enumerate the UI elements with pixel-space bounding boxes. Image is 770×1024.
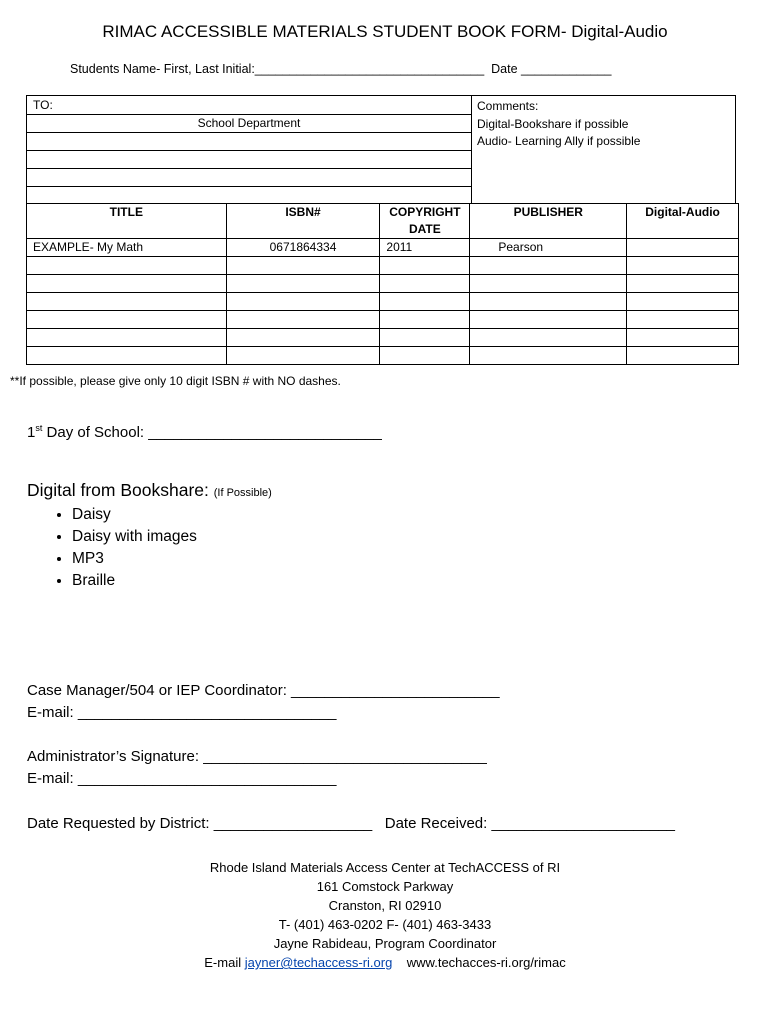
header-digital-audio: Digital-Audio [627,204,739,239]
table-cell[interactable] [226,257,380,275]
table-cell[interactable] [27,311,227,329]
to-line [27,114,471,115]
comments-section [477,98,640,151]
format-item-mp3[interactable]: • MP3 [72,548,197,570]
footer-website: www.techacces-ri.org/rimac [406,955,566,970]
table-cell[interactable] [470,311,627,329]
example-format-cell[interactable] [627,239,739,257]
table-row [27,257,739,275]
table-row [27,311,739,329]
footer-email-prefix: E-mail [204,955,242,970]
table-cell[interactable] [380,257,470,275]
example-date-cell[interactable]: 2011 [380,239,470,257]
to-line [27,186,471,187]
to-label: TO: [33,98,53,112]
example-isbn-cell[interactable]: 0671864334 [226,239,380,257]
header-title: TITLE [27,204,227,239]
table-cell[interactable] [627,347,739,365]
first-day-of-school-line[interactable] [27,423,382,441]
footer-coordinator: Jayne Rabideau, Program Coordinator [273,936,497,951]
table-row [27,239,739,257]
table-cell[interactable] [627,311,739,329]
digital-if-possible-note: (If Possible) [213,487,272,499]
first-day-text: Day of School: ____________________________ [42,424,382,441]
table-row [27,347,739,365]
digital-heading: Digital from Bookshare: [27,480,209,500]
table-cell[interactable] [27,329,227,347]
footer-phone: T- (401) 463-0202 F- (401) 463-3433 [278,917,492,932]
table-cell[interactable] [470,293,627,311]
header-publisher: PUBLISHER [470,204,627,239]
table-cell[interactable] [380,311,470,329]
table-row [27,275,739,293]
table-cell[interactable] [27,347,227,365]
table-row [27,329,739,347]
table-cell[interactable] [470,257,627,275]
table-cell[interactable] [380,293,470,311]
example-title-cell[interactable]: EXAMPLE- My Math [27,239,227,257]
table-cell[interactable] [470,329,627,347]
table-cell[interactable] [627,293,739,311]
table-cell[interactable] [380,347,470,365]
footer-city: Cranston, RI 02910 [328,898,442,913]
table-cell[interactable] [27,257,227,275]
table-cell[interactable] [226,347,380,365]
table-cell[interactable] [27,293,227,311]
to-comments-box [26,95,736,204]
table-cell[interactable] [226,293,380,311]
table-cell[interactable] [226,311,380,329]
header-copyright-date: COPYRIGHT DATE [380,204,470,239]
isbn-note: **If possible, please give only 10 digit ISBN # with NO dashes. [10,374,341,388]
footer-street: 161 Comstock Parkway [316,879,454,894]
digital-section-heading [27,480,272,501]
admin-email-line[interactable]: E-mail: _______________________________ [27,770,337,787]
form-title: RIMAC ACCESSIBLE MATERIALS STUDENT BOOK FORM- Digital-Audio [102,22,668,41]
to-line [27,132,471,133]
admin-signature-line[interactable]: Administrator’s Signature: __________________________________ [27,748,487,765]
to-section [27,96,472,203]
table-cell[interactable] [470,275,627,293]
comments-label: Comments: [477,99,539,113]
header-isbn: ISBN# [226,204,380,239]
to-line [27,168,471,169]
example-publisher-cell[interactable]: Pearson [470,239,627,257]
date-requested-received-line[interactable]: Date Requested by District: ___________________ Date Received: ______________________ [27,815,676,832]
table-cell[interactable] [470,347,627,365]
to-line [27,150,471,151]
footer-org: Rhode Island Materials Access Center at TechACCESS of RI [209,860,561,875]
table-cell[interactable] [226,329,380,347]
format-list [40,504,197,592]
format-item-braille[interactable]: • Braille [72,570,197,592]
case-manager-line[interactable]: Case Manager/504 or IEP Coordinator: _________________________ [27,682,500,699]
footer-email-link[interactable]: jayner@techaccess-ri.org [244,955,393,970]
table-cell[interactable] [627,329,739,347]
school-department-label: School Department [197,116,301,130]
footer-email-web [0,953,770,972]
comments-audio: Audio- Learning Ally if possible [477,134,641,148]
table-row [27,293,739,311]
table-header-row [27,204,739,239]
table-cell[interactable] [27,275,227,293]
table-cell[interactable] [380,275,470,293]
book-table [26,203,739,365]
first-day-number: 1 [27,424,36,441]
table-cell[interactable] [380,329,470,347]
student-name-date-line[interactable]: Students Name- First, Last Initial:_________________________________ Date _____________ [70,62,612,76]
comments-digital: Digital-Bookshare if possible [477,116,629,131]
table-cell[interactable] [226,275,380,293]
case-manager-email-line[interactable]: E-mail: _______________________________ [27,704,337,721]
format-item-daisy-images[interactable]: • Daisy with images [72,526,197,548]
table-cell[interactable] [627,257,739,275]
footer-contact [0,858,770,972]
table-cell[interactable] [627,275,739,293]
first-day-ordinal: st [35,423,43,433]
format-item-daisy[interactable]: • Daisy [72,504,197,526]
